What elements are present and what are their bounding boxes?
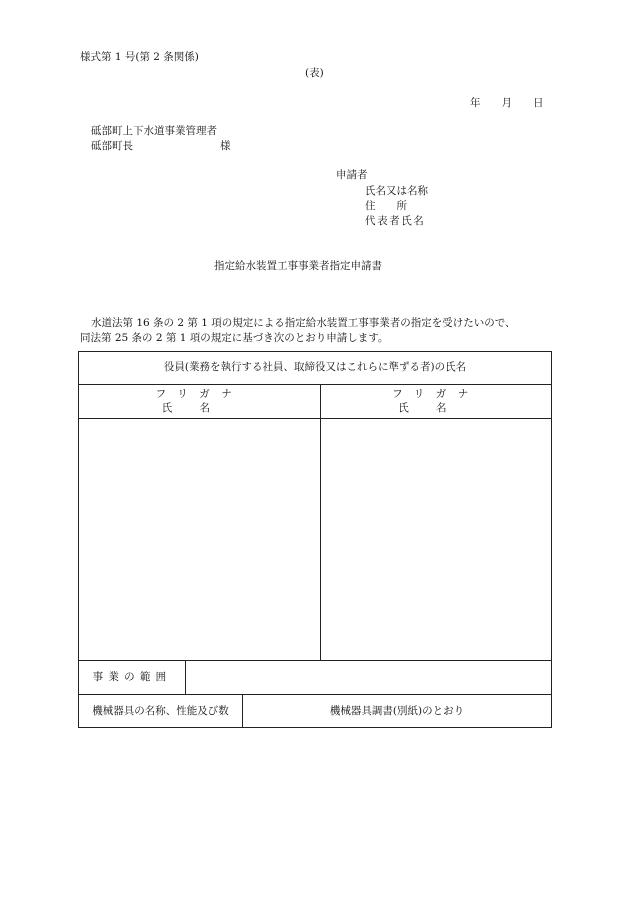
application-date: 年 月 日 [470, 97, 544, 109]
business-scope-field[interactable] [186, 661, 551, 694]
business-scope-label: 事業の範囲 [92, 670, 172, 683]
left-name-header [79, 385, 320, 418]
right-name-label: 氏名 [398, 401, 474, 414]
application-table [78, 351, 552, 728]
applicant-address-field: 住 所 [365, 200, 407, 212]
addressee-honorific: 様 [220, 140, 231, 152]
form-side-label: (表) [305, 67, 324, 79]
equipment-label: 機械器具の名称、性能及び数 [92, 704, 229, 717]
body-text-line-1: 水道法第 16 条の 2 第 1 項の規定による指定給水装置工事事業者の指定を受けたいので、 [91, 317, 516, 329]
addressee-mayor: 砥部町長 [91, 140, 133, 152]
applicant-representative-field: 代表者氏名 [365, 215, 426, 227]
applicant-label: 申請者 [336, 169, 368, 181]
left-officer-names-field[interactable] [79, 419, 320, 660]
left-name-label: 氏名 [161, 401, 238, 414]
right-officer-names-field[interactable] [321, 419, 551, 660]
addressee-manager: 砥部町上下水道事業管理者 [91, 125, 217, 137]
right-name-header [321, 385, 551, 418]
body-text-line-2: 同法第 25 条の 2 第 1 項の規定に基づき次のとおり申請します。 [80, 332, 389, 344]
officers-header: 役員(業務を執行する社員、取締役又はこれらに準ずる者)の氏名 [163, 361, 467, 374]
applicant-name-field: 氏名又は名称 [365, 185, 428, 197]
left-furigana-label: フリガナ [155, 387, 244, 400]
equipment-value: 機械器具調書(別紙)のとおり [329, 704, 465, 717]
right-furigana-label: フリガナ [392, 387, 480, 400]
document-title: 指定給水装置工事事業者指定申請書 [214, 260, 382, 272]
form-number: 様式第 1 号(第 2 条関係) [80, 51, 199, 63]
